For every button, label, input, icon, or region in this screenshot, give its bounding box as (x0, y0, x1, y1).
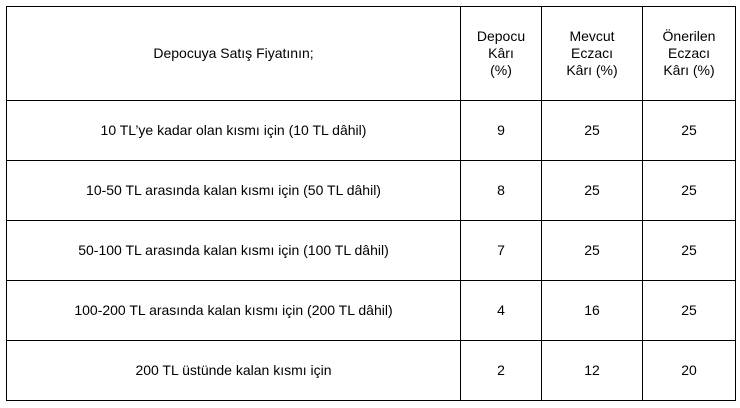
table-row (7, 281, 736, 341)
pharmacy-margin-table (6, 6, 736, 401)
cell-proposed-pharmacist-margin: 25 (643, 161, 736, 221)
cell-current-pharmacist-margin: 25 (542, 161, 643, 221)
header-row (7, 7, 736, 101)
cell-wholesaler-margin: 9 (461, 101, 542, 161)
header-wholesaler-margin: Depocu Kârı (%) (461, 7, 542, 101)
cell-wholesaler-margin: 8 (461, 161, 542, 221)
cell-wholesaler-margin: 2 (461, 341, 542, 401)
cell-current-pharmacist-margin: 25 (542, 101, 643, 161)
table-row (7, 101, 736, 161)
cell-proposed-pharmacist-margin: 20 (643, 341, 736, 401)
cell-price-range: 200 TL üstünde kalan kısmı için (7, 341, 461, 401)
cell-price-range: 10 TL’ye kadar olan kısmı için (10 TL dâhil) (7, 101, 461, 161)
cell-price-range: 100-200 TL arasında kalan kısmı için (200 TL dâhil) (7, 281, 461, 341)
cell-wholesaler-margin: 7 (461, 221, 542, 281)
cell-current-pharmacist-margin: 12 (542, 341, 643, 401)
table-row (7, 221, 736, 281)
cell-current-pharmacist-margin: 25 (542, 221, 643, 281)
cell-proposed-pharmacist-margin: 25 (643, 101, 736, 161)
header-proposed-pharmacist-margin: Önerilen Eczacı Kârı (%) (643, 7, 736, 101)
cell-price-range: 10-50 TL arasında kalan kısmı için (50 TL dâhil) (7, 161, 461, 221)
header-price-range: Depocuya Satış Fiyatının; (7, 7, 461, 101)
table-row (7, 341, 736, 401)
cell-proposed-pharmacist-margin: 25 (643, 221, 736, 281)
cell-wholesaler-margin: 4 (461, 281, 542, 341)
table-row (7, 161, 736, 221)
cell-current-pharmacist-margin: 16 (542, 281, 643, 341)
cell-proposed-pharmacist-margin: 25 (643, 281, 736, 341)
cell-price-range: 50-100 TL arasında kalan kısmı için (100 TL dâhil) (7, 221, 461, 281)
table-container (6, 6, 736, 401)
header-current-pharmacist-margin: Mevcut Eczacı Kârı (%) (542, 7, 643, 101)
